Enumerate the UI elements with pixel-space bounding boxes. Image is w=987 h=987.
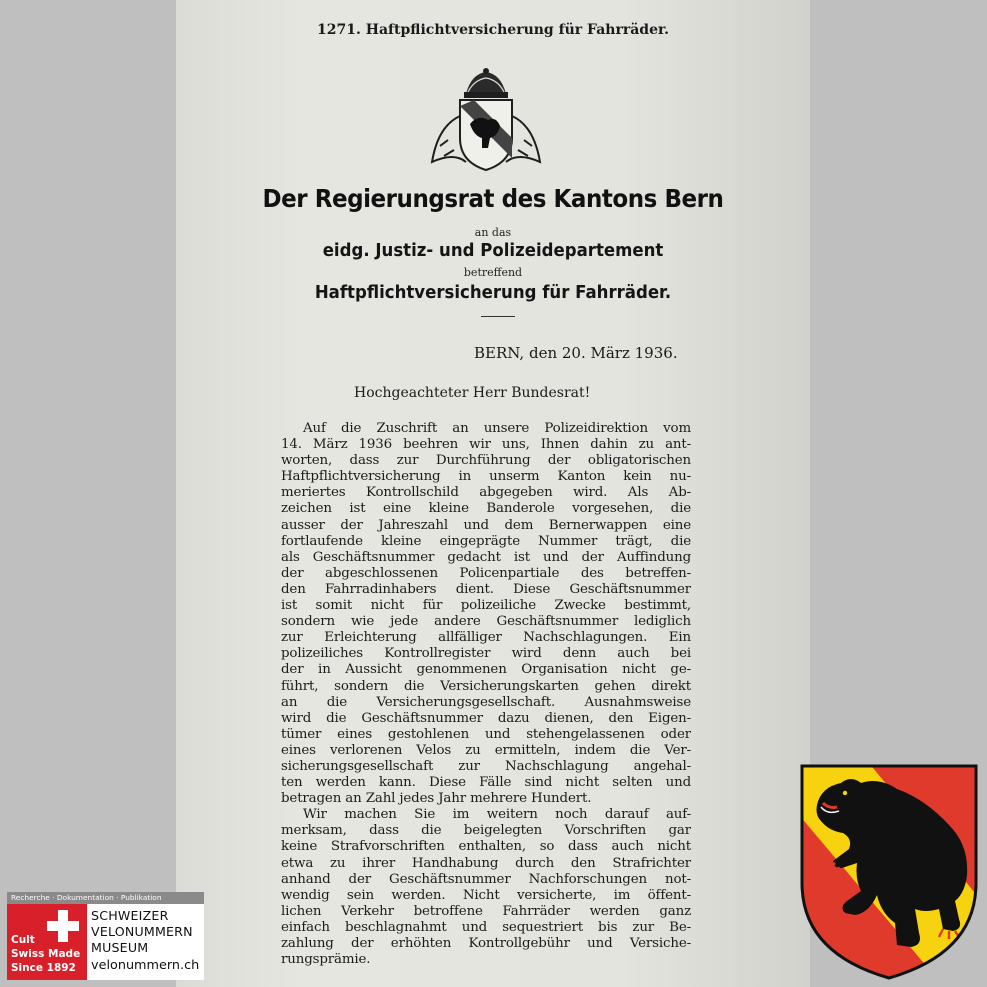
body-line: der abgeschlossenen Policenpartiale des betreffen- <box>281 565 691 581</box>
body-line: sicherungsgesellschaft zur Nachschlagung angehal- <box>281 758 691 774</box>
body-line: zeichen ist eine kleine Banderole vorgesehen, die <box>281 501 691 517</box>
body-line: ten werden kann. Diese Fälle sind nicht selten und <box>281 775 691 791</box>
body-line: etwa zu ihrer Handhabung durch den Strafrichter <box>281 855 691 871</box>
body-line: wird die Geschäftsnummer dazu dienen, den Eigen- <box>281 710 691 726</box>
bern-coat-of-arms-icon <box>799 763 979 981</box>
letter-body <box>281 421 691 968</box>
logo-cult-line: Swiss Made <box>11 948 81 960</box>
recipient: eidg. Justiz- und Polizeidepartement <box>322 240 664 261</box>
body-line: eines verlorenen Velos zu ermitteln, indem die Ver- <box>281 742 691 758</box>
body-line: wendig sein werden. Nicht versicherte, im öffent- <box>281 887 691 903</box>
museum-logo <box>7 892 204 980</box>
body-line: Haftpflichtversicherung in unserm Kanton kein nu- <box>281 469 691 485</box>
body-line: ausser der Jahreszahl und dem Bernerwappen eine <box>281 517 691 533</box>
body-line: führt, sondern die Versicherungskarten gehen direkt <box>281 678 691 694</box>
body-line: 14. März 1936 beehren wir uns, Ihnen dahin zu ant- <box>281 437 691 453</box>
document-title: Der Regierungsrat des Kantons Bern <box>262 184 724 213</box>
body-line: anhand der Geschäftsnummer Nachforschungen not- <box>281 871 691 887</box>
logo-name-line: VELONUMMERN <box>91 924 193 939</box>
body-line: einfach beschlagnahmt und sequestriert bis zur Be- <box>281 919 691 935</box>
body-line: zur Erleichterung allfälliger Nachschlagungen. Ein <box>281 630 691 646</box>
swiss-cross-icon <box>43 906 83 946</box>
body-line: Auf die Zuschrift an unsere Polizeidirektion vom <box>303 421 691 436</box>
body-line: keine Strafvorschriften enthalten, so dass auch nicht <box>281 839 691 855</box>
body-line: als Geschäftsnummer gedacht ist und der Auffindung <box>281 549 691 565</box>
body-line: lichen Verkehr betroffene Fahrräder werden ganz <box>281 903 691 919</box>
body-line: an die Versicherungsgesellschaft. Ausnahmsweise <box>281 694 691 710</box>
document-header-line: 1271. Haftpflichtversicherung für Fahrräder. <box>317 22 669 38</box>
to-prefix: an das <box>474 226 512 239</box>
divider-rule <box>481 316 515 317</box>
logo-name-line: MUSEUM <box>91 940 149 955</box>
body-line: ist somit nicht für polizeiliche Zwecke bestimmt, <box>281 598 691 614</box>
salutation: Hochgeachteter Herr Bundesrat! <box>354 385 591 401</box>
logo-cult-line: Cult <box>11 934 35 946</box>
logo-name-line: SCHWEIZER <box>91 908 169 923</box>
body-line: meriertes Kontrollschild abgegeben wird. Als Ab- <box>281 485 691 501</box>
date-line: BERN, den 20. März 1936. <box>474 344 678 362</box>
scanned-letter <box>176 0 810 987</box>
body-line: polizeiliches Kontrollregister wird denn auch bei <box>281 646 691 662</box>
logo-url: velonummern.ch <box>91 958 200 973</box>
swiss-flag-badge <box>7 904 87 980</box>
body-line: betragen an Zahl jedes Jahr mehrere Hundert. <box>281 791 592 807</box>
body-line: den Fahrradinhabers dient. Diese Geschäftsnummer <box>281 581 691 597</box>
body-line: worten, dass zur Durchführung der obligatorischen <box>281 453 691 469</box>
body-line: zahlung der erhöhten Kontrollgebühr und Versiche- <box>281 936 691 951</box>
body-line: Wir machen Sie im weitern noch darauf auf- <box>303 807 691 823</box>
body-line: rungsprämie. <box>281 952 371 968</box>
regarding-prefix: betreffend <box>463 266 523 279</box>
body-line: der in Aussicht genommenen Organisation nicht ge- <box>281 662 691 678</box>
bern-crest-emblem <box>426 66 546 178</box>
body-line: sondern wie jede andere Geschäftsnummer lediglich <box>281 614 691 630</box>
body-line: tümer eines gestohlenen und stehengelassenen oder <box>281 726 691 742</box>
body-line: fortlaufende kleine eingeprägte Nummer trägt, die <box>281 533 691 549</box>
logo-cult-line: Since 1892 <box>11 962 76 974</box>
subject: Haftpflichtversicherung für Fahrräder. <box>314 282 672 303</box>
logo-tagline: Recherche · Dokumentation · Publikation <box>7 892 204 904</box>
body-line: merksam, dass die beigelegten Vorschriften gar <box>281 823 691 839</box>
